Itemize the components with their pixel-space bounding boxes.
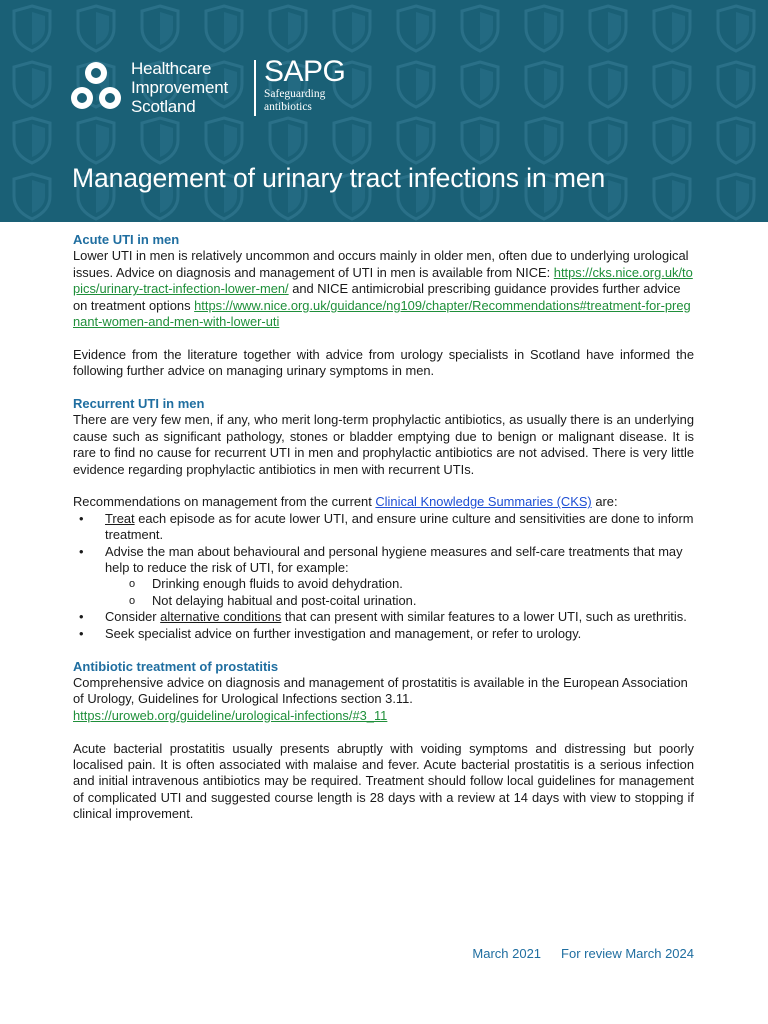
sub-item-1-text: Drinking enough fluids to avoid dehydration. — [152, 576, 403, 592]
bullet-3-text-end: that can present with similar features to a lower UTI, such as urethritis. — [281, 609, 687, 625]
bullet-glyph: • — [79, 510, 84, 526]
sub-list-item — [105, 576, 694, 592]
recommendations-intro-text: Recommendations on management from the current — [73, 494, 376, 510]
healthcare-improvement-scotland-logo — [66, 58, 126, 118]
nice-cks-link[interactable]: https://cks.nice.org.uk/topics/urinary-tract-infection-lower-men/ — [73, 264, 693, 297]
prostatitis-intro: Comprehensive advice on diagnosis and management of prostatitis is available in the European Association of Urology, Guidelines for Urological Infections section 3.11. — [73, 674, 688, 707]
recurrent-uti-paragraph: There are very few men, if any, who merit long-term prophylactic antibiotics, as usually there is an underlying cause such as significant pathology, stones or bladder emptying due to benign or malignant disease. It is rare to find no cause for recurrent UTI in men and prophylactic antibiotics are not advised. There is very little evidence regarding prophylactic antibiotics in men with recurrent UTIs. — [73, 412, 694, 477]
org-name-line-1: Healthcare — [131, 59, 212, 78]
bullet-glyph: • — [79, 609, 84, 625]
sub-list-item — [105, 593, 694, 609]
header-banner — [0, 0, 768, 222]
review-date: For review March 2024 — [561, 946, 694, 961]
section-heading-acute-uti: Acute UTI in men — [73, 232, 180, 247]
acute-uti-intro-text: Lower UTI in men is relatively uncommon and occurs mainly in older men, often due to underlying urological issues. Advice on diagnosis and management of UTI in men is available from NICE: — [73, 248, 689, 280]
bullet-glyph: • — [79, 625, 84, 641]
alternative-conditions-link[interactable]: alternative conditions — [160, 609, 282, 625]
section-heading-recurrent-uti: Recurrent UTI in men — [73, 396, 205, 412]
eau-guideline-link[interactable]: https://uroweb.org/guideline/urological-infections/#3_11 — [73, 707, 388, 723]
recommendations-intro-end: are: — [591, 494, 618, 510]
org-name-line-3: Scotland — [131, 97, 196, 116]
publication-date: March 2021 — [472, 946, 542, 961]
list-item — [73, 511, 694, 544]
prostatitis-paragraph: Acute bacterial prostatitis usually presents abruptly with voiding symptoms and distressing but poorly localised pain. It is often associated with malaise and fever. Acute bacterial prostatitis is a serious infection and initial intravenous antibiotics may be required. Treatment should follow local guidelines for management of complicated UTI and suggested course length is 28 days with a review at 14 days with view to stopping if clinical improvement. — [73, 740, 694, 822]
sub-bullet-glyph: o — [129, 594, 136, 607]
evidence-paragraph: Evidence from the literature together with advice from urology specialists in Scotland have informed the following further advice on managing urinary symptoms in men. — [73, 346, 694, 379]
sapg-subtitle-line-2: antibiotics — [264, 101, 312, 113]
list-item — [73, 544, 694, 610]
logo-divider — [254, 60, 256, 116]
prostatitis-link-line — [73, 708, 694, 724]
page-title: Management of urinary tract infections in men — [72, 163, 606, 193]
bullet-glyph: • — [79, 543, 84, 559]
nice-guidance-link[interactable]: https://www.nice.org.uk/guidance/ng109/chapter/Recommendations#treatment-for-pregnant-women-and-men-with-lower-uti — [73, 297, 691, 330]
document-body — [73, 232, 694, 823]
bullet-1-text: each episode as for acute lower UTI, and ensure urine culture and sensitivities are done to inform treatment. — [105, 510, 694, 543]
organisation-name — [131, 59, 228, 116]
acute-uti-intro — [73, 248, 694, 330]
recommendations-list — [73, 511, 694, 642]
sapg-subtitle — [264, 88, 325, 114]
acute-uti-nice-text: and NICE antimicrobial prescribing guidance provides further advice on treatment options — [73, 281, 681, 313]
sub-item-2-text: Not delaying habitual and post-coital urination. — [152, 592, 417, 608]
self-care-sublist — [105, 576, 694, 609]
cks-link[interactable]: Clinical Knowledge Summaries (CKS) — [375, 494, 592, 510]
recommendations-intro — [73, 494, 694, 510]
list-item — [73, 626, 694, 642]
org-name-line-2: Improvement — [131, 78, 229, 97]
sub-bullet-glyph: o — [129, 578, 136, 591]
sapg-subtitle-line-1: Safeguarding — [264, 88, 326, 100]
bullet-3-text-start: Consider — [105, 609, 161, 625]
bullet-2-text: Advise the man about behavioural and personal hygiene measures and self-care treatments that may help to reduce the risk of UTI, for example: — [105, 543, 683, 576]
section-heading-prostatitis: Antibiotic treatment of prostatitis — [73, 658, 279, 674]
sapg-logo-text: SAPG — [264, 55, 346, 88]
list-item — [73, 609, 694, 625]
treat-emphasis: Treat — [105, 510, 135, 526]
bullet-4-text: Seek specialist advice on further investigation and management, or refer to urology. — [105, 625, 582, 641]
footer — [472, 946, 694, 962]
